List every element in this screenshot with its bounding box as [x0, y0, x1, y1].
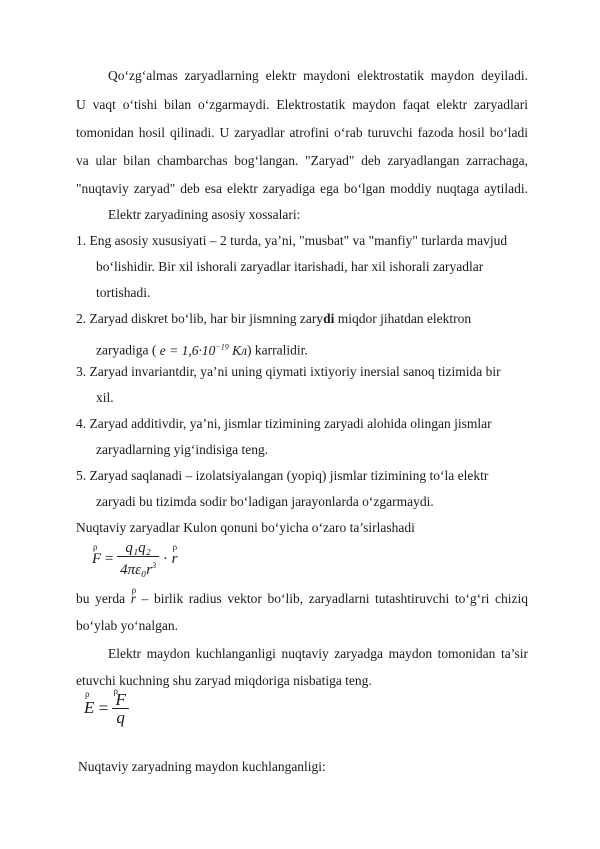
list-item-2-line-1 [76, 310, 528, 328]
field-fraction [112, 692, 128, 727]
field-vector: ρ E [84, 698, 94, 718]
field-definition-line-2: etuvchi kuchning shu zaryad miqdoriga nisbatiga teng. [76, 673, 372, 688]
list-item-5-line-2: zaryadi bu tizimda sodir bo‘ladigan jarayonlarda o‘zgarmaydi. [96, 494, 434, 509]
force-vector: ρ F [92, 551, 101, 568]
radius-vector: ρ r [172, 551, 178, 568]
list-item-2-text-c: zaryadiga ( [96, 342, 157, 358]
field-definition-line-1: Elektr maydon kuchlanganligi nuqtaviy zaryadga maydon tomonidan ta’sir [108, 646, 528, 661]
paragraph-1-line-4: va ular bilan chambarchas bog‘langan. "Zaryad" deb zaryadlangan zarrachaga, [76, 153, 528, 168]
elementary-charge-formula [160, 343, 247, 358]
list-item-4-line-1: 4. Zaryad additivdir, ya’ni, jismlar tizimining zaryadi alohida olingan jismlar [76, 416, 492, 431]
field-formula: ρ E = ρ $\frac{F}{q}$ [84, 692, 129, 727]
list-item-1-line-1: 1. Eng asosiy xususiyati – 2 turda, ya’ni, "musbat" va "manfiy" turlarda mavjud [76, 233, 508, 248]
list-item-1-line-2: bo‘lishidir. Bir xil ishorali zaryadlar itarishadi, har xil ishorali zaryadlar [96, 259, 484, 274]
list-item-3-line-2: xil. [96, 390, 114, 405]
where-text-b: – birlik radius vektor bo‘lib, zaryadlarni tutashtiruvchi to‘g‘ri chiziq [135, 591, 528, 606]
coulomb-formula: ρ F = $\frac{\text{q₁q₂}}{4\pi\varepsilon_0r^3}$ · ρ r [92, 540, 177, 579]
coulomb-denominator: 4πε₀r [120, 562, 153, 578]
list-item-5-line-1: 5. Zaryad saqlanadi – izolatsiyalangan (yopiq) jismlar tizimining to‘la elektr [76, 468, 489, 483]
coulomb-denominator-exp: 3 [152, 561, 157, 570]
list-item-4-line-2: zaryadlarning yig‘indisiga teng. [96, 442, 269, 457]
list-item-2-text-bold: di [323, 311, 335, 326]
paragraph-1-line-1: Qo‘zg‘almas zaryadlarning elektr maydoni elektrostatik maydon deyiladi. [108, 68, 528, 83]
list-item-2-text-d: ) karralidir. [247, 342, 308, 358]
coulomb-denominator-wrap [117, 557, 159, 579]
where-text-a: bu yerda [76, 591, 131, 606]
where-symbol: ρ r [131, 590, 136, 608]
list-item-2-text-a: 2. Zaryad diskret bo‘lib, har bir jismning zary [76, 311, 324, 326]
coulomb-fraction [117, 540, 159, 579]
paragraph-1-line-2: U vaqt o‘tishi bilan o‘zgarmaydi. Elektrostatik maydon faqat elektr zaryadlari [76, 97, 528, 112]
point-charge-heading: Nuqtaviy zaryadning maydon kuchlanganligi: [78, 759, 326, 774]
paragraph-1-line-5: "nuqtaviy zaryad" deb esa elektr zaryadiga ega bo‘lgan moddiy nuqtaga aytiladi. [76, 181, 528, 196]
where-line-2: bo‘ylab yo‘nalgan. [76, 618, 178, 633]
field-denominator: q [116, 708, 125, 727]
coulomb-numerator: q₁q₂ [117, 540, 159, 557]
coulomb-intro: Nuqtaviy zaryadlar Kulon qonuni bo‘yicha o‘zaro ta’sirlashadi [76, 520, 415, 535]
elementary-charge-exponent: −19 [215, 342, 229, 351]
list-item-2-line-2 [96, 338, 528, 360]
list-item-3-line-1: 3. Zaryad invariantdir, ya’ni uning qiymati ixtiyoriy inersial sanoq tizimida bir [76, 364, 501, 379]
elementary-charge-value: e = 1,6·10 [159, 342, 216, 358]
paragraph-1-line-3: tomonidan hosil qilinadi. U zaryadlar atrofini o‘rab turuvchi fazoda hosil bo‘ladi [76, 125, 528, 140]
list-item-2-text-b: miqdor jihatdan elektron [334, 311, 472, 326]
elementary-charge-unit: Kл [232, 342, 248, 358]
field-numerator: ρ F [112, 692, 128, 709]
where-line-1 [76, 590, 528, 608]
properties-heading: Elektr zaryadining asosiy xossalari: [108, 207, 301, 222]
list-item-1-line-3: tortishadi. [96, 285, 151, 300]
